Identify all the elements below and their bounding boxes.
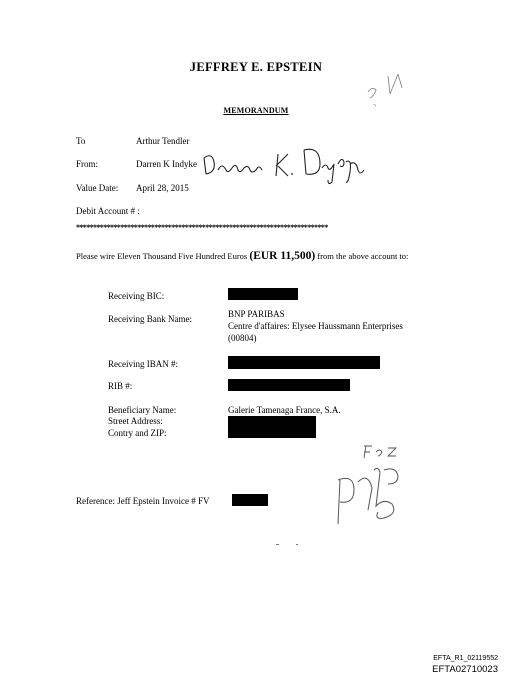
- redaction-invoice: [232, 494, 268, 506]
- instruction-pre: Please wire Eleven Thousand Five Hundred Euros: [76, 251, 250, 261]
- from-label: From:: [76, 159, 99, 169]
- to-label: To: [76, 136, 86, 146]
- handwritten-mark-top-icon: [360, 70, 410, 110]
- receiving-iban-label: Receiving IBAN #:: [108, 359, 178, 369]
- bank-name-line3: (00804): [228, 333, 257, 343]
- redaction-iban: [228, 356, 380, 369]
- street-address-label: Street Address:: [108, 416, 163, 426]
- asterisk-separator: **************************************************************************: [76, 223, 328, 232]
- country-zip-label: Contry and ZIP:: [108, 428, 167, 438]
- redaction-bic: [228, 288, 298, 300]
- document-title: JEFFREY E. EPSTEIN: [189, 60, 323, 74]
- debit-account-label: Debit Account # :: [76, 206, 140, 216]
- signature-icon: [200, 140, 390, 190]
- bank-name-line2: Centre d'affaires: Elysee Haussmann Enterprises: [228, 321, 403, 331]
- from-value: Darren K Indyke: [136, 159, 197, 169]
- bank-name-line1: BNP PARIBAS: [228, 309, 285, 319]
- reference-line: Reference: Jeff Epstein Invoice # FV: [76, 496, 210, 506]
- wire-instruction: [76, 250, 446, 262]
- rib-label: RIB #:: [108, 381, 133, 391]
- beneficiary-name-label: Beneficiary Name:: [108, 405, 177, 415]
- memorandum-heading: MEMORANDUM: [223, 106, 289, 115]
- instruction-post: from the above account to:: [315, 251, 409, 261]
- footer-code-r1: EFTA_R1_02119552: [433, 655, 498, 662]
- footer-code-efta: EFTA02710023: [432, 664, 498, 675]
- instruction-amount: (EUR 11,500): [249, 250, 316, 262]
- stray-mark-2: [296, 544, 298, 545]
- stray-mark-1: [276, 544, 279, 545]
- value-date-value: April 28, 2015: [136, 183, 189, 193]
- to-value: Arthur Tendler: [136, 136, 190, 146]
- value-date-label: Value Date:: [76, 183, 119, 193]
- receiving-bic-label: Receiving BIC:: [108, 291, 165, 301]
- handwritten-initials-icon: [330, 440, 420, 530]
- redaction-rib: [228, 379, 350, 391]
- redaction-address: [228, 416, 316, 438]
- receiving-bank-label: Receiving Bank Name:: [108, 314, 192, 324]
- beneficiary-name-value: Galerie Tamenaga France, S.A.: [228, 405, 341, 415]
